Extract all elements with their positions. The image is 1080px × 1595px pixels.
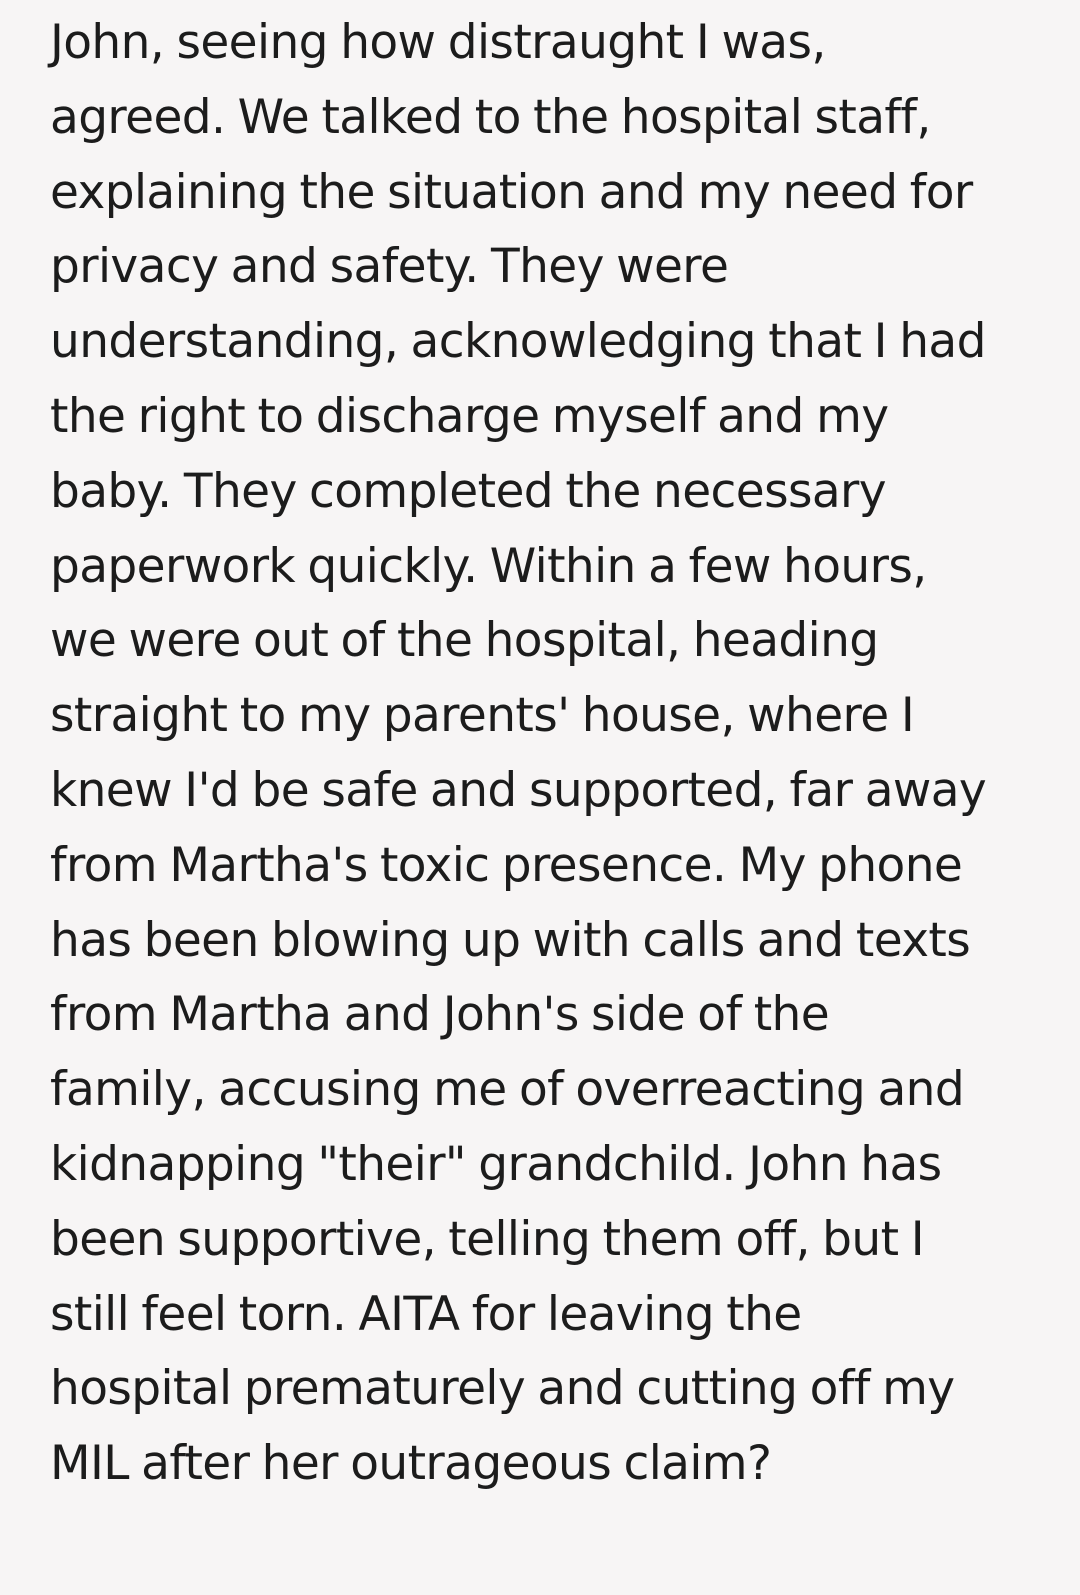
text-line: still feel torn. AITA for leaving the — [50, 1286, 802, 1342]
text-line: from Martha and John's side of the — [50, 987, 830, 1043]
text-line: kidnapping "their" grandchild. John has — [50, 1136, 942, 1192]
text-line: understanding, acknowledging that I had — [50, 314, 986, 370]
text-line: knew I'd be safe and supported, far away — [50, 762, 987, 818]
post-body-text — [50, 6, 1050, 1502]
text-line: explaining the situation and my need for — [50, 164, 973, 220]
text-line: family, accusing me of overreacting and — [50, 1062, 965, 1118]
text-line: MIL after her outrageous claim? — [50, 1436, 772, 1492]
text-line: baby. They completed the necessary — [50, 463, 886, 519]
text-line: John, seeing how distraught I was, — [50, 15, 826, 70]
text-line: agreed. We talked to the hospital staff, — [50, 89, 931, 145]
text-line: hospital prematurely and cutting off my — [50, 1361, 955, 1417]
text-line: straight to my parents' house, where I — [50, 688, 915, 744]
text-line: privacy and safety. They were — [50, 239, 729, 295]
text-line: we were out of the hospital, heading — [50, 613, 879, 669]
text-line: paperwork quickly. Within a few hours, — [50, 538, 927, 594]
text-line: the right to discharge myself and my — [50, 388, 889, 444]
text-line: has been blowing up with calls and texts — [50, 912, 971, 968]
text-line: been supportive, telling them off, but I — [50, 1211, 925, 1267]
text-line: from Martha's toxic presence. My phone — [50, 837, 963, 893]
